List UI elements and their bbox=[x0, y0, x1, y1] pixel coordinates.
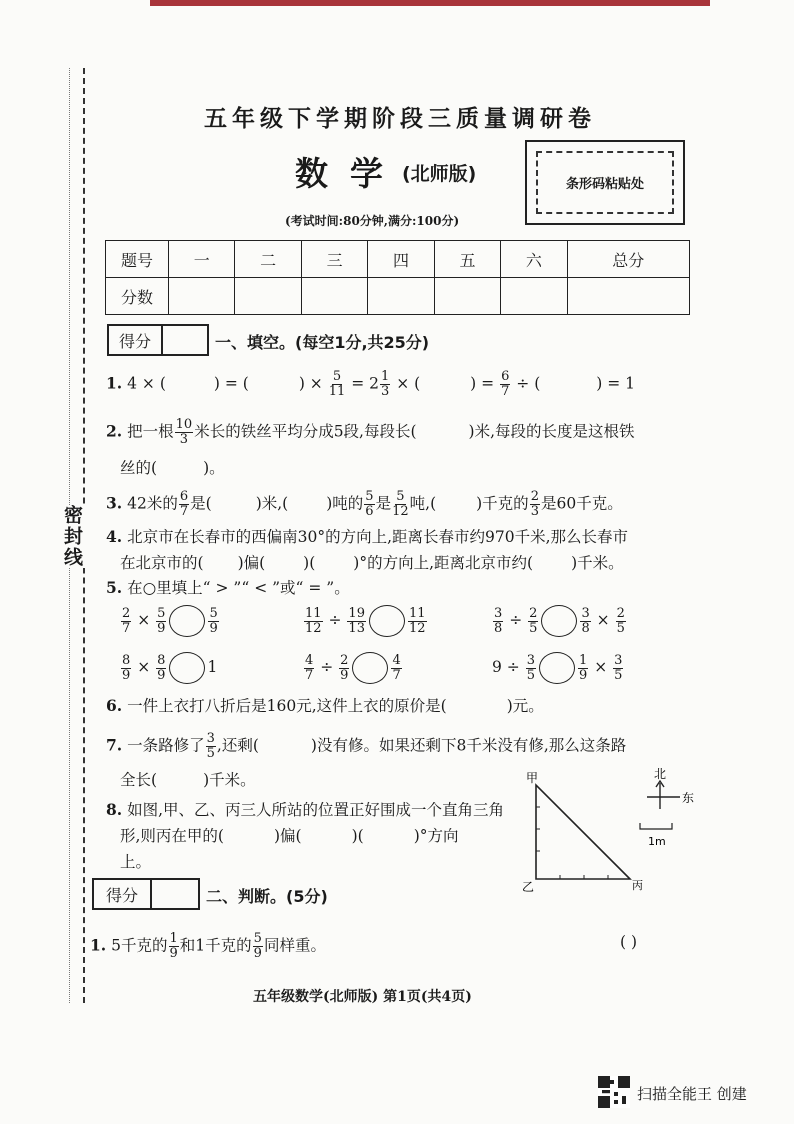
barcode-area bbox=[525, 140, 685, 225]
score-cell: 二 bbox=[235, 241, 301, 278]
question-4: 4. 北京市在长春市的西偏南30°的方向上,距离长春市约970千米,那么长春市 bbox=[106, 527, 629, 546]
question-8: 8. 如图,甲、乙、丙三人所站的位置正好围成一个直角三角 bbox=[106, 800, 505, 819]
section2-score-box bbox=[92, 878, 200, 910]
seal-line-label: 密封线 bbox=[62, 505, 86, 568]
triangle-shape bbox=[536, 785, 630, 879]
scale-label: 1m bbox=[648, 835, 666, 848]
question-7: 7. 一条路修了 $\frac{3}{5}$ ,还剩( )没有修。如果还剩下8千米没有修,那么这条路 bbox=[106, 731, 627, 761]
score-cell: 题号 bbox=[106, 241, 169, 278]
section2-title: 二、判断。(5分) bbox=[206, 887, 328, 906]
fraction: $\frac{5}{6}$ bbox=[365, 489, 374, 519]
section1-title: 一、填空。(每空1分,共25分) bbox=[215, 333, 430, 352]
judge-answer-paren[interactable]: ( ) bbox=[620, 933, 638, 951]
compare-item: $\frac{4}{7}$ ÷ $\frac{2}{9}$ $\frac{4}{7}$ bbox=[305, 652, 401, 683]
compare-item: $\frac{3}{8}$ ÷ $\frac{2}{5}$ $\frac{3}{8}$ × $\frac{2}{5}$ bbox=[494, 605, 625, 636]
score-cell: 分数 bbox=[106, 278, 169, 315]
compare-item: $\frac{8}{9}$ × $\frac{8}{9}$ 1 bbox=[122, 652, 218, 683]
compare-circle[interactable] bbox=[352, 652, 388, 684]
question-2: 2. 把一根 $\frac{10}{3}$ 米长的铁丝平均分成5段,每段长( )米,每段的长度是这根铁 bbox=[106, 417, 635, 447]
score-cell: 六 bbox=[501, 241, 567, 278]
barcode-label: 条形码粘贴处 bbox=[536, 151, 674, 214]
question-7-line2: 全长( )千米。 bbox=[120, 771, 256, 789]
question-4-line2: 在北京市的( )偏( )( )°的方向上,距离北京市约( )千米。 bbox=[120, 554, 624, 572]
compare-item: 9 ÷ $\frac{3}{5}$ $\frac{1}{9}$ × $\frac{3}{5}$ bbox=[492, 652, 623, 683]
score-input-cell[interactable] bbox=[434, 278, 500, 315]
triangle-figure bbox=[500, 765, 700, 905]
compare-circle[interactable] bbox=[169, 652, 205, 684]
subject-title: 数学 bbox=[295, 154, 405, 193]
compare-circle[interactable] bbox=[369, 605, 405, 637]
compare-circle[interactable] bbox=[169, 605, 205, 637]
score-table-header-row bbox=[106, 241, 690, 278]
fraction: $\frac{6}{7}$ bbox=[179, 489, 189, 519]
score-box-label: 得分 bbox=[109, 326, 163, 354]
point-jia-label: 甲 bbox=[526, 771, 539, 785]
score-cell: 一 bbox=[169, 241, 235, 278]
north-label: 北 bbox=[654, 767, 667, 781]
score-cell: 五 bbox=[434, 241, 500, 278]
compare-circle[interactable] bbox=[539, 652, 575, 684]
question-8-line2: 形,则丙在甲的( )偏( )( )°方向 bbox=[120, 827, 459, 845]
fraction: $\frac{3}{5}$ bbox=[206, 731, 215, 761]
question-5: 5. 在○里填上“ > ”“ < ”或“ = ”。 bbox=[106, 578, 350, 597]
fraction: $\frac{10}{3}$ bbox=[175, 417, 193, 447]
score-table bbox=[105, 240, 690, 315]
fraction: $\frac{5}{11}$ bbox=[328, 369, 346, 399]
score-box-input[interactable] bbox=[152, 880, 198, 908]
exam-info: (考试时间:80分钟,满分:100分) bbox=[285, 214, 460, 228]
page-footer: 五年级数学(北师版) 第1页(共4页) bbox=[253, 989, 472, 1005]
qr-code-icon bbox=[598, 1076, 630, 1108]
top-color-bar bbox=[150, 0, 710, 6]
fraction: $\frac{1}{9}$ bbox=[169, 931, 178, 961]
section1-score-box bbox=[107, 324, 209, 356]
score-box-input[interactable] bbox=[163, 326, 207, 354]
question-1: 1. 4 × ( ) = ( ) × $\frac{5}{11}$ = 2 $\frac{1}{3}$ × ( ) = $\frac{6}{7}$ ÷ ( ) = 1 bbox=[106, 369, 636, 399]
score-input-cell[interactable] bbox=[235, 278, 301, 315]
fraction: $\frac{5}{9}$ bbox=[253, 931, 262, 961]
score-cell: 总分 bbox=[567, 241, 689, 278]
question-3: 3. 42米的 $\frac{6}{7}$ 是( )米,( )吨的 $\frac{5}{6}$ 是 $\frac{5}{12}$ 吨,( )千克的 $\frac{2}{3}$ 是60千克。 bbox=[106, 489, 623, 519]
scanner-watermark: 扫描全能王 创建 bbox=[637, 1085, 747, 1103]
fraction: $\frac{5}{12}$ bbox=[392, 489, 409, 519]
compare-item: $\frac{11}{12}$ ÷ $\frac{19}{13}$ $\frac{11}{12}$ bbox=[305, 605, 426, 636]
east-label: 东 bbox=[682, 791, 695, 805]
score-cell: 三 bbox=[301, 241, 367, 278]
judge-question-1: 1. 5千克的 $\frac{1}{9}$ 和1千克的 $\frac{5}{9}$ 同样重。 bbox=[90, 931, 326, 961]
point-bing-label: 丙 bbox=[632, 879, 643, 892]
fraction: $\frac{6}{7}$ bbox=[501, 369, 510, 399]
score-input-cell[interactable] bbox=[501, 278, 567, 315]
scale-bar bbox=[640, 823, 672, 829]
compare-item: $\frac{2}{7}$ × $\frac{5}{9}$ $\frac{5}{9}$ bbox=[122, 605, 218, 636]
score-cell: 四 bbox=[368, 241, 434, 278]
score-input-cell[interactable] bbox=[301, 278, 367, 315]
score-input-cell[interactable] bbox=[567, 278, 689, 315]
question-6: 6. 一件上衣打八折后是160元,这件上衣的原价是( )元。 bbox=[106, 696, 544, 715]
score-box-label: 得分 bbox=[94, 880, 152, 908]
question-2-line2: 丝的( )。 bbox=[120, 459, 225, 477]
question-8-line3: 上。 bbox=[120, 853, 152, 871]
fraction: $\frac{1}{3}$ bbox=[380, 369, 390, 399]
point-yi-label: 乙 bbox=[522, 880, 535, 894]
score-table-value-row bbox=[106, 278, 690, 315]
fraction: $\frac{2}{3}$ bbox=[530, 489, 539, 519]
compare-circle[interactable] bbox=[541, 605, 577, 637]
score-input-cell[interactable] bbox=[169, 278, 235, 315]
score-input-cell[interactable] bbox=[368, 278, 434, 315]
edition-label: (北师版) bbox=[402, 163, 477, 185]
exam-title: 五年级下学期阶段三质量调研卷 bbox=[204, 106, 596, 132]
